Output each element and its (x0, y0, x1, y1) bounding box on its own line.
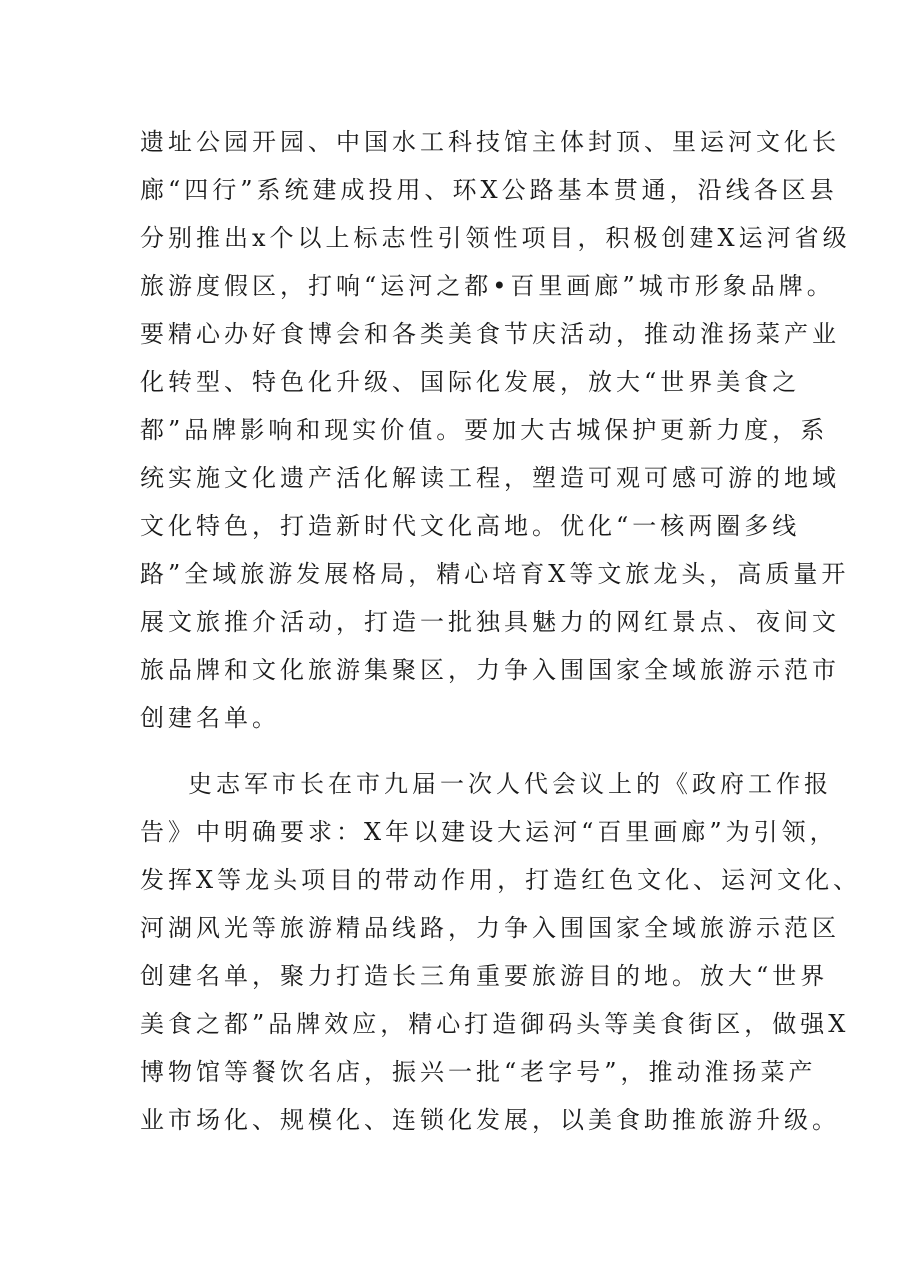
paragraph-2-line-2: 告》中明确要求：X年以建设大运河“百里画廊”为引领， (140, 818, 838, 846)
paragraph-2-line-7: 博物馆等餐饮名店，振兴一批“老字号”，推动淮扬菜产 (140, 1058, 817, 1086)
paragraph-1-line-5: 要精心办好食博会和各类美食节庆活动，推动淮扬菜产业 (140, 320, 840, 348)
paragraph-1-line-4: 旅游度假区，打响“运河之都•百里画廊”城市形象品牌。 (140, 272, 835, 300)
paragraph-1-line-1: 遗址公园开园、中国水工科技馆主体封顶、里运河文化长 (140, 128, 840, 156)
paragraph-2-line-1: 史志军市长在市九届一次人代会议上的《政府工作报 (188, 770, 832, 798)
paragraph-2-line-4: 河湖风光等旅游精品线路，力争入围国家全域旅游示范区 (140, 914, 840, 942)
paragraph-1-line-7: 都”品牌影响和现实价值。要加大古城保护更新力度，系 (140, 416, 829, 444)
paragraph-1-line-8: 统实施文化遗产活化解读工程，塑造可观可感可游的地域 (140, 464, 840, 492)
paragraph-2-line-6: 美食之都”品牌效应，精心打造御码头等美食街区，做强X (140, 1010, 850, 1038)
paragraph-1-line-3: 分别推出x个以上标志性引领性项目，积极创建X运河省级 (140, 224, 851, 252)
paragraph-1-line-6: 化转型、特色化升级、国际化发展，放大“世界美食之 (140, 368, 801, 396)
paragraph-1-line-13: 创建名单。 (140, 704, 280, 732)
paragraph-2-line-3: 发挥X等龙头项目的带动作用，打造红色文化、运河文化、 (140, 866, 862, 894)
paragraph-2-line-5: 创建名单，聚力打造长三角重要旅游目的地。放大“世界 (140, 962, 829, 990)
paragraph-1-line-2: 廊“四行”系统建成投用、环X公路基本贯通，沿线各区县 (140, 176, 838, 204)
paragraph-1-line-12: 旅品牌和文化旅游集聚区，力争入围国家全域旅游示范市 (140, 656, 840, 684)
paragraph-2-line-8: 业市场化、规模化、连锁化发展，以美食助推旅游升级。 (140, 1106, 840, 1134)
paragraph-1-line-9: 文化特色，打造新时代文化高地。优化“一核两圈多线 (140, 512, 801, 540)
paragraph-1-line-10: 路”全域旅游发展格局，精心培育X等文旅龙头，高质量开 (140, 560, 850, 588)
paragraph-1-line-11: 展文旅推介活动，打造一批独具魅力的网红景点、夜间文 (140, 608, 840, 636)
